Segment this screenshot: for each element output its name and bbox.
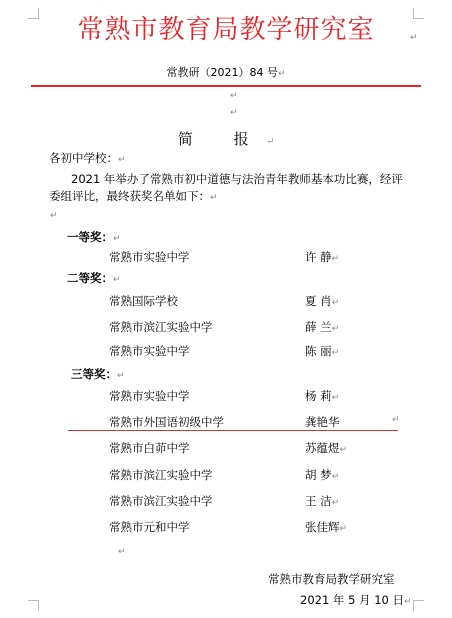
- award-category: 三等奖：↵: [71, 367, 125, 381]
- paragraph-mark-icon: ↵: [266, 137, 275, 147]
- winner-school: 常熟市实验中学: [109, 389, 190, 403]
- crop-mark-bottom-right: [413, 600, 424, 611]
- winner-school: 常熟市外国语初级中学: [109, 415, 224, 429]
- revision-underline: [68, 430, 398, 431]
- winner-school: 常熟市实验中学: [109, 344, 190, 358]
- winner-name: 陈 丽↵: [305, 344, 340, 358]
- winner-name: 胡 梦↵: [305, 468, 340, 482]
- body-line-2: 委组评比，最终获奖名单如下：↵: [49, 189, 218, 203]
- document-number: 常教研（2021）84 号↵: [166, 66, 286, 79]
- crop-mark-top-right: [413, 8, 424, 19]
- paragraph-mark-icon: ↵: [118, 155, 126, 165]
- award-category: 二等奖：↵: [67, 271, 121, 285]
- winner-name: 夏 肖↵: [305, 294, 340, 308]
- paragraph-mark-icon: ↵: [392, 415, 400, 425]
- winner-name: 杨 莉↵: [305, 389, 340, 403]
- award-category: 一等奖：↵: [67, 230, 121, 244]
- paragraph-mark-icon: ↵: [113, 234, 121, 244]
- paragraph-mark-icon: ↵: [331, 254, 340, 264]
- paragraph-mark-icon: ↵: [331, 472, 340, 482]
- header-title: 常熟市教育局教学研究室: [77, 15, 375, 45]
- paragraph-mark-icon: ↵: [230, 91, 238, 101]
- winner-name: 张佳辉↵: [305, 520, 348, 534]
- winner-school: 常熟市滨江实验中学: [109, 320, 213, 334]
- paragraph-mark-icon: ↵: [331, 324, 340, 334]
- paragraph-mark-icon: ↵: [118, 547, 126, 557]
- salutation: 各初中学校：↵: [49, 151, 126, 165]
- winner-name: 薛 兰↵: [305, 320, 340, 334]
- footer-date: 2021 年 5 月 10 日↵: [300, 593, 412, 607]
- winner-school: 常熟市白茆中学: [109, 441, 190, 455]
- winner-school: 常熟市滨江实验中学: [109, 494, 213, 508]
- winner-school: 常熟国际学校: [109, 294, 178, 308]
- paragraph-mark-icon: ↵: [230, 108, 238, 118]
- footer-organization: 常熟市教育局教学研究室: [268, 572, 395, 586]
- paragraph-mark-icon: ↵: [331, 298, 340, 308]
- winner-school: 常熟市实验中学: [109, 250, 190, 264]
- winner-name: 苏蕴煜↵: [305, 441, 348, 455]
- crop-mark-top-left: [28, 8, 39, 19]
- paragraph-mark-icon: ↵: [339, 445, 348, 455]
- body-line-1: 2021 年举办了常熟市初中道德与法治青年教师基本功比赛，经评: [71, 172, 403, 186]
- winner-name: 龚艳华: [305, 415, 340, 429]
- paragraph-mark-icon: ↵: [410, 33, 418, 43]
- paragraph-mark-icon: ↵: [113, 275, 121, 285]
- brief-title: 简 报↵: [177, 130, 275, 148]
- paragraph-mark-icon: ↵: [331, 498, 340, 508]
- paragraph-mark-icon: ↵: [50, 211, 58, 221]
- paragraph-mark-icon: ↵: [339, 524, 348, 534]
- winner-name: 王 洁↵: [305, 494, 340, 508]
- paragraph-mark-icon: ↵: [277, 69, 286, 79]
- winner-name: 许 静↵: [305, 250, 340, 264]
- paragraph-mark-icon: ↵: [404, 597, 412, 607]
- paragraph-mark-icon: ↵: [331, 348, 340, 358]
- winner-school: 常熟市滨江实验中学: [109, 468, 213, 482]
- paragraph-mark-icon: ↵: [331, 393, 340, 403]
- paragraph-mark-icon: ↵: [210, 193, 218, 203]
- paragraph-mark-icon: ↵: [117, 371, 125, 381]
- header-divider: [31, 85, 421, 87]
- crop-mark-bottom-left: [28, 600, 39, 611]
- winner-school: 常熟市元和中学: [109, 520, 190, 534]
